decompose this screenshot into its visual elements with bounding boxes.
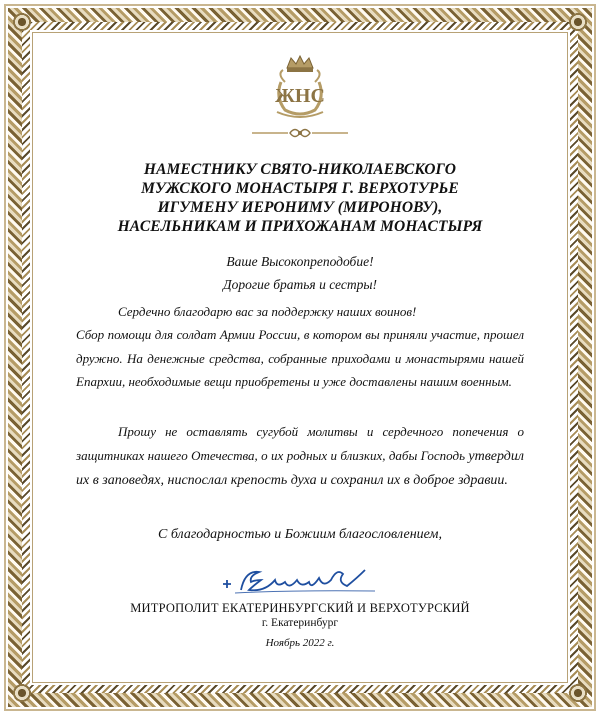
body-paragraph: Сбор помощи для солдат Армии России, в котором вы приняли участие, прошел дружно. На денежные средства, собранные приходами и монастырями нашей Епархии, необходимые вещи приобретены и уже доставлены нашим военным.: [76, 327, 524, 389]
heading-line: МУЖСКОГО МОНАСТЫРЯ Г. ВЕРХОТУРЬЕ: [141, 180, 459, 197]
ornament-divider-icon: [250, 125, 350, 141]
heading-line: НАСЕЛЬНИКАМ И ПРИХОЖАНАМ МОНАСТЫРЯ: [117, 218, 483, 235]
letter-date: Ноябрь 2022 г.: [265, 637, 335, 649]
body-paragraph: [76, 420, 524, 493]
signature: [215, 560, 385, 598]
greeting-line: Ваше Высокопреподобие!: [226, 254, 374, 269]
corner-ornament: [9, 9, 35, 35]
corner-ornament: [565, 9, 591, 35]
signatory-city: г. Екатеринбург: [261, 617, 339, 629]
closing-line: С благодарностью и Божиим благословлением,: [158, 527, 442, 542]
body-paragraph: Сердечно благодарю вас за поддержку наших воинов!: [118, 304, 417, 319]
emblem-monogram-text: ЖНС: [275, 85, 325, 107]
greeting-line: Дорогие братья и сестры!: [223, 277, 377, 292]
body-paragraph-part: Прошу не оставлять сугубой молитвы и сердечного попечения о защитниках нашего Отечества, о их родных и близких, дабы Господь: [76, 424, 524, 463]
body-paragraph-part: утвердил их в заповедях, ниспослал крепость духа и сохранил их в доброе здравии.: [76, 448, 524, 488]
heading-line: НАМЕСТНИКУ СВЯТО-НИКОЛАЕВСКОГО: [143, 161, 457, 178]
corner-ornament: [565, 680, 591, 706]
corner-ornament: [9, 680, 35, 706]
monogram-emblem-icon: [265, 52, 335, 122]
addressee-heading: [60, 160, 540, 236]
heading-line: ИГУМЕНУ ИЕРОНИМУ (МИРОНОВУ),: [157, 199, 443, 216]
signatory-title: МИТРОПОЛИТ ЕКАТЕРИНБУРГСКИЙ И ВЕРХОТУРСКИЙ: [130, 601, 470, 615]
